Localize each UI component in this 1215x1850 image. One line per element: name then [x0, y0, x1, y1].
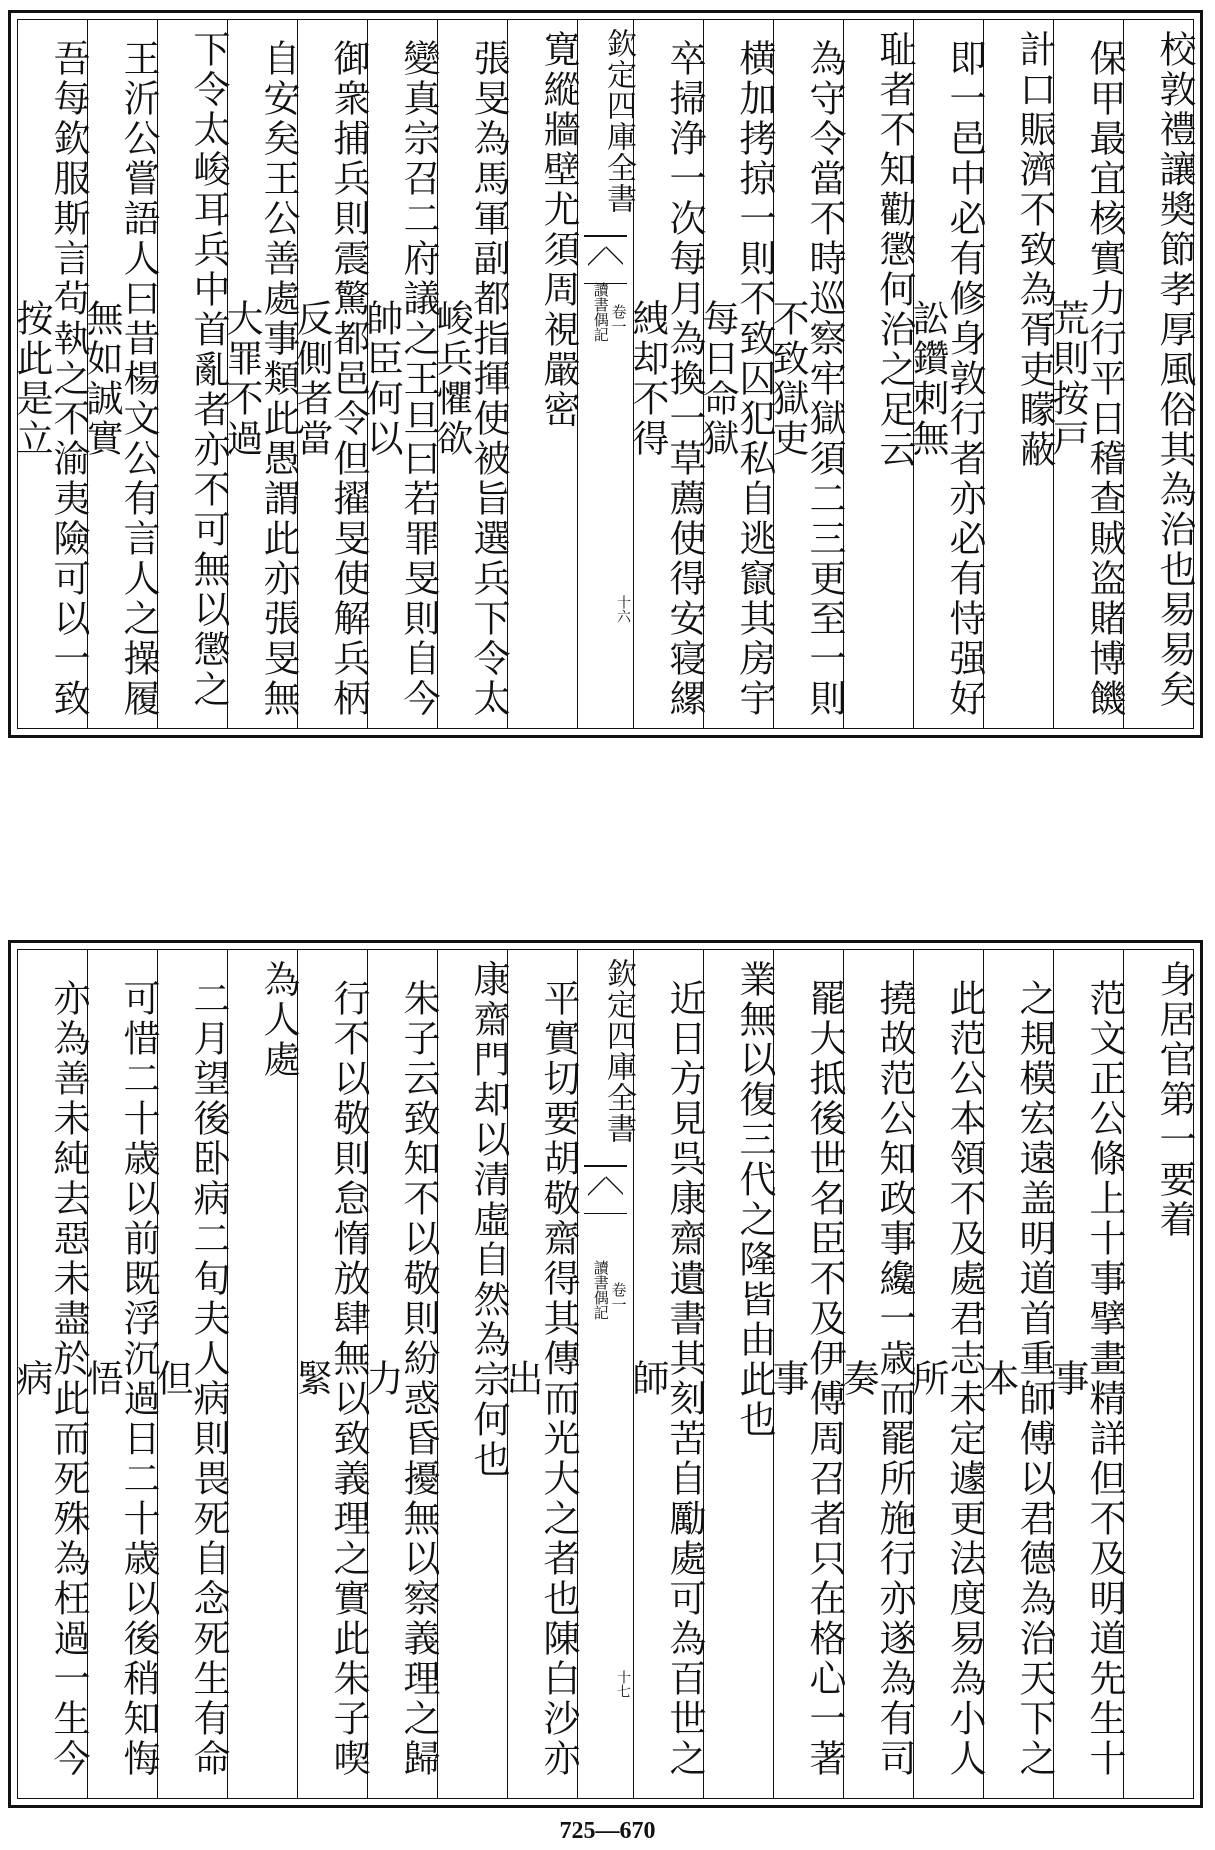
page-spine: [577, 20, 636, 728]
text-column: 下令太峻耳兵中首亂者亦不可無以懲之: [157, 20, 227, 728]
text-column: 范文正公條上十事擘畫精詳但不及明道先生十事: [1053, 950, 1123, 1798]
text-column: 吾每欽服斯言茍執之不渝夷險可以一致按此是立: [10, 39, 90, 719]
spine-section: [592, 282, 626, 342]
spine-section: [592, 1260, 626, 1320]
text-column: 為守令當不時巡察牢獄須二三更至一則不致獄吏: [773, 20, 843, 728]
top-page-frame: [10, 19, 1196, 729]
bottom-page: [8, 940, 1203, 1808]
text-column: 耻者不知勸懲何治之足云: [843, 20, 913, 728]
spine-section-title: 讀書偶記: [591, 1260, 610, 1320]
text-column: 計口賑濟不致為胥吏矇蔽: [983, 20, 1053, 728]
text-column: 身居官第一要着: [1123, 950, 1193, 1798]
text-column: 為人處: [227, 950, 297, 1798]
text-column: 變真宗召二府議之王旦曰若罪旻則自今帥臣何以: [367, 20, 437, 728]
text-column: 保甲最宜核實力行平日稽查賊盗賭博饑荒則按戸: [1053, 20, 1123, 728]
text-column: 罷大抵後世名臣不及伊傅周召者只在格心一著事: [773, 950, 843, 1798]
page-spine: [577, 950, 636, 1798]
text-column: 業無以復三代之隆皆由此也: [703, 950, 773, 1798]
text-column: 此范公本領不及處君志未定遽更法度易為小人所: [913, 950, 983, 1798]
bottom-page-frame: [10, 949, 1196, 1799]
text-column: 近日方見呉康齋遺書其刻苦自勵處可為百世之師: [633, 950, 703, 1798]
fish-tail-mark: [584, 1165, 627, 1214]
text-column: 平實切要胡敬齋得其傳而光大之者也陳白沙亦出: [507, 950, 577, 1798]
spine-folio: 十七: [615, 1670, 631, 1698]
spine-folio: 十六: [615, 595, 631, 623]
page-number-footer: 725—670: [559, 1818, 656, 1844]
text-column: 行不以敬則怠惰放肆無以致義理之實此朱子喫緊: [297, 950, 367, 1798]
text-column: 寛縱牆壁尤須周視嚴密: [507, 20, 577, 728]
text-column: 王沂公嘗語人曰昔楊文公有言人之操履無如誠實: [87, 20, 157, 728]
spine-section-title: 讀書偶記: [591, 282, 610, 342]
text-column: 即一邑中必有修身敦行者亦必有恃强好訟鑽刺無: [913, 20, 983, 728]
spine-volume: 卷一: [609, 1282, 628, 1312]
spine-book-title: 欽定四庫全書: [601, 28, 636, 214]
text-column: 撓故范公知政事纔一歳而罷所施行亦遂為有司奏: [843, 950, 913, 1798]
spine-volume: 卷一: [609, 304, 628, 334]
top-page: [8, 10, 1203, 738]
spine-book-title: 欽定四庫全書: [601, 958, 636, 1144]
text-column: 二月望後卧病二旬夫人病則畏死自念死生有命但: [157, 950, 227, 1798]
fish-tail-mark: [584, 235, 627, 284]
text-column: 可惜二十歳以前既浮沉過日二十歳以後稍知悔悟: [87, 950, 157, 1798]
text-column: 康齋門却以清虛自然為宗何也: [437, 950, 507, 1798]
text-column: 之規模宏遠盖明道首重師傅以君德為治天下之本: [983, 950, 1053, 1798]
text-column: 横加拷掠一則不致囚犯私自逃竄其房宇每日命獄: [703, 20, 773, 728]
text-column: 御衆捕兵則震驚都邑令但擢旻使解兵柄反側者當: [297, 20, 367, 728]
text-column: 張旻為馬軍副都指揮使被旨選兵下令太峻兵懼欲: [437, 20, 507, 728]
text-column: 自安矣王公善處事類此愚謂此亦張旻無大罪不過: [227, 20, 297, 728]
text-column: 卒掃浄一次每月為換一草薦使得安寝縲絏却不得: [633, 20, 703, 728]
text-column: 亦為善未純去惡未盡於此而死殊為枉過一生今病: [10, 979, 90, 1779]
text-column: 校敦禮讓奬節孝厚風俗其為治也易易矣: [1123, 20, 1193, 728]
text-column: 朱子云致知不以敬則紛惑昏擾無以察義理之歸力: [367, 950, 437, 1798]
